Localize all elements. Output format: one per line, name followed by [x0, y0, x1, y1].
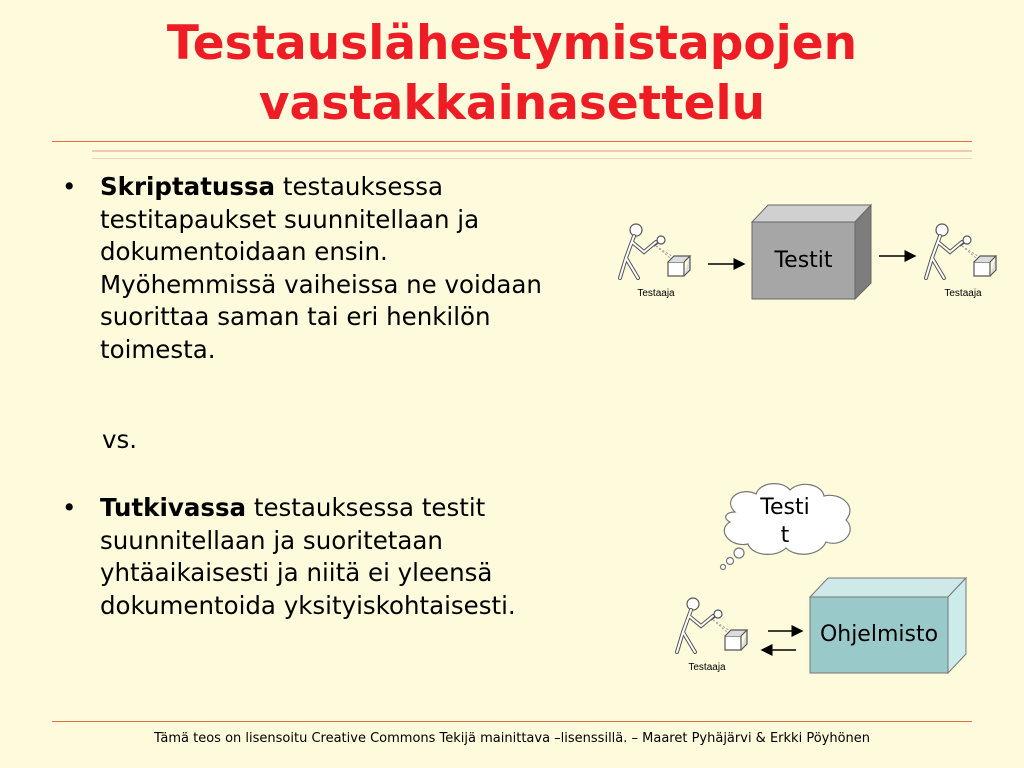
software-box-label: Ohjelmisto [819, 622, 939, 647]
bullet-exploratory-text: testauksessa testit suunnitellaan ja suoritetaan yhtäaikaisesti ja niitä ei yleensä dokumentoida yksityiskohtaisesti. [100, 493, 516, 620]
cloud-label-line-1: Testi [760, 495, 810, 520]
versus-label: vs. [102, 425, 138, 454]
bullet-exploratory-term: Tutkivassa [100, 493, 247, 522]
tester-right-label: Testaaja [944, 288, 982, 299]
bullet-dot: • [62, 493, 77, 522]
title-line-2: vastakkainasettelu [258, 76, 766, 131]
tester-icon-left [620, 224, 690, 278]
title-line-1: Testauslähestymistapojen [166, 16, 858, 71]
bullet-scripted-term: Skriptatussa [100, 172, 276, 201]
tester-icon-bottom [677, 598, 747, 652]
footer-divider [52, 721, 972, 722]
tester-left-label: Testaaja [637, 288, 675, 299]
cloud-label-line-2: t [780, 523, 790, 548]
bullet-dot: • [62, 172, 77, 201]
tests-box-label: Testit [774, 248, 833, 273]
tester-icon-right [926, 224, 996, 278]
footer-license: Tämä teos on lisensoitu Creative Commons Tekijä mainittava –lisenssillä. – Maaret Pyhäjärvi & Erkki Pöyhönen [153, 731, 871, 746]
cloud-label [735, 494, 835, 550]
tester-bottom-label: Testaaja [688, 662, 726, 673]
bullet-scripted-text: testauksessa testitapaukset suunnitellaan ja dokumentoidaan ensin. Myöhemmissä vaiheissa ne voidaan suorittaa saman tai eri henkilön toimesta. [100, 172, 542, 364]
